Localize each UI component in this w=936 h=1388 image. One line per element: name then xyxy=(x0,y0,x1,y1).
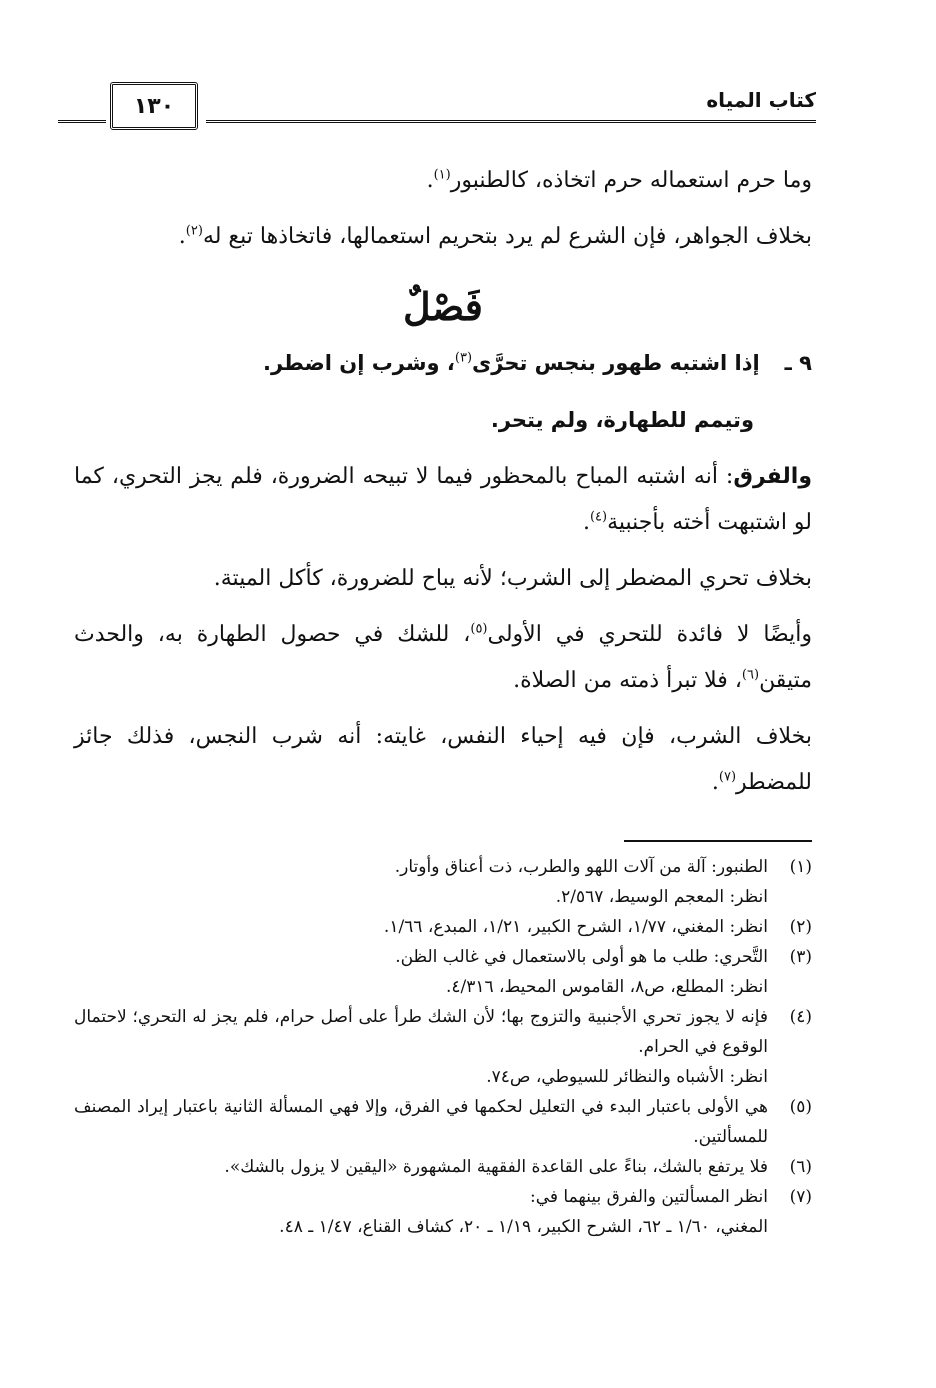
rule-line-1 xyxy=(74,340,812,387)
main-text xyxy=(74,158,812,816)
footnote xyxy=(74,1152,812,1182)
difference-label: والفرق xyxy=(733,464,812,489)
page-header xyxy=(58,82,816,132)
footnote-line: هي الأولى باعتبار البدء في التعليل لحكمها في الفرق، وإلا فهي المسألة الثانية باعتبار إيراد المصنف للمسألتين. xyxy=(74,1097,768,1147)
footnote-ref-1[interactable]: (١) xyxy=(433,167,451,183)
paragraph-end: . xyxy=(426,168,434,193)
paragraph-text: وما حرم استعماله حرم اتخاذه، كالطنبور xyxy=(450,168,812,193)
footnote-line: الطنبور: آلة من آلات اللهو والطرب، ذت أعناق وأوتار. xyxy=(394,857,768,877)
footnote-body xyxy=(74,1002,768,1092)
footnote-ref-5[interactable]: (٥) xyxy=(470,621,488,637)
paragraph-2 xyxy=(74,214,812,260)
footnote-ref-6[interactable]: (٦) xyxy=(741,667,760,683)
footnote-separator xyxy=(624,840,812,842)
book-title: كتاب المياه xyxy=(706,88,816,112)
paragraph-end: . xyxy=(178,224,186,249)
paragraph-text: بخلاف تحري المضطر إلى الشرب؛ لأنه يباح للضرورة، كأكل الميتة. xyxy=(213,566,812,591)
footnote-line: انظر: المعجم الوسيط، ٢/٥٦٧. xyxy=(555,887,768,907)
paragraph-text: وأيضًا لا فائدة للتحري في الأولى xyxy=(487,622,812,647)
footnote-line: فإنه لا يجوز تحري الأجنبية والتزوج بها؛ لأن الشك طرأ على أصل حرام، فلم يجز له التحري؛ لاحتمال الوقوع في الحرام. xyxy=(74,1007,768,1057)
rule-text-2: وتيمم للطهارة، ولم يتحر. xyxy=(490,408,754,432)
footnote-body xyxy=(74,1092,768,1152)
header-rule-left xyxy=(58,120,106,123)
footnote-body xyxy=(74,852,768,912)
footnote-line: انظر المسألتين والفرق بينهما في: xyxy=(530,1187,768,1207)
section-heading: فَصْلٌ xyxy=(403,284,483,329)
paragraph-text: ، للشك في حصول الطهارة به، والحدث متيقن xyxy=(74,622,812,693)
footnote-number: (١) xyxy=(789,857,812,877)
footnote-line: فلا يرتفع بالشك، بناءً على القاعدة الفقهية المشهورة «اليقين لا يزول بالشك». xyxy=(224,1157,768,1177)
footnote-number: (٢) xyxy=(789,917,812,937)
paragraph-4 xyxy=(74,612,812,704)
header-rule xyxy=(206,120,816,123)
footnote-line: انظر: الأشباه والنظائر للسيوطي، ص٧٤. xyxy=(486,1067,768,1087)
footnote-ref-7[interactable]: (٧) xyxy=(718,769,737,785)
rule-text: إذا اشتبه طهور بنجس تحرَّى xyxy=(472,351,760,375)
footnote-line: المغني، ١/٦٠ ـ ٦٢، الشرح الكبير، ١/١٩ ـ ٢٠، كشاف القناع، ١/٤٧ ـ ٤٨. xyxy=(279,1217,768,1237)
paragraph-text: بخلاف الشرب، فإن فيه إحياء النفس، غايته: أنه شرب النجس، فذلك جائز للمضطر xyxy=(74,724,812,795)
page-number: ١٣٠ xyxy=(110,82,198,130)
paragraph-end: . xyxy=(711,770,719,795)
footnote-number: (٧) xyxy=(789,1187,812,1207)
footnote-line: التَّحري: طلب ما هو أولى بالاستعمال في غالب الظن. xyxy=(395,947,768,967)
footnote-ref-4[interactable]: (٤) xyxy=(589,509,608,525)
footnote-line: انظر: المطلع، ص٨، القاموس المحيط، ٤/٣١٦. xyxy=(445,977,768,997)
footnote xyxy=(74,912,812,942)
paragraph-text: بخلاف الجواهر، فإن الشرع لم يرد بتحريم استعمالها، فاتخاذها تبع له xyxy=(202,224,812,249)
paragraph-text: ، فلا تبرأ ذمته من الصلاة. xyxy=(513,668,742,693)
paragraph-5 xyxy=(74,714,812,806)
footnote-ref-2[interactable]: (٢) xyxy=(185,223,203,239)
footnotes xyxy=(74,852,812,1242)
difference-paragraph xyxy=(74,454,812,546)
difference-text: : أنه اشتبه المباح بالمحظور فيما لا تبيحه الضرورة، فلم يجز التحري، كما لو اشتبهت أخته بأجنبية xyxy=(74,464,812,535)
footnote-body xyxy=(74,1152,768,1182)
footnote-ref-3[interactable]: (٣) xyxy=(454,350,473,366)
footnote xyxy=(74,1092,812,1152)
footnote-number: (٥) xyxy=(789,1097,812,1117)
paragraph-3 xyxy=(74,556,812,602)
footnote xyxy=(74,1182,812,1242)
footnote xyxy=(74,852,812,912)
footnote-body xyxy=(74,912,768,942)
footnote-line: انظر: المغني، ١/٧٧، الشرح الكبير، ١/٢١، المبدع، ١/٦٦. xyxy=(383,917,768,937)
paragraph-1 xyxy=(74,158,812,204)
footnote-number: (٦) xyxy=(789,1157,812,1177)
footnote-body xyxy=(74,942,768,1002)
footnote-body xyxy=(74,1182,768,1242)
rule-text-end: ، وشرب إن اضطر. xyxy=(262,351,455,375)
rule-line-2 xyxy=(74,397,812,444)
footnote-number: (٤) xyxy=(789,1007,812,1027)
paragraph-end: . xyxy=(582,510,590,535)
footnote xyxy=(74,1002,812,1092)
rule-number: ٩ ـ xyxy=(784,351,812,375)
footnote xyxy=(74,942,812,1002)
footnote-number: (٣) xyxy=(789,947,812,967)
